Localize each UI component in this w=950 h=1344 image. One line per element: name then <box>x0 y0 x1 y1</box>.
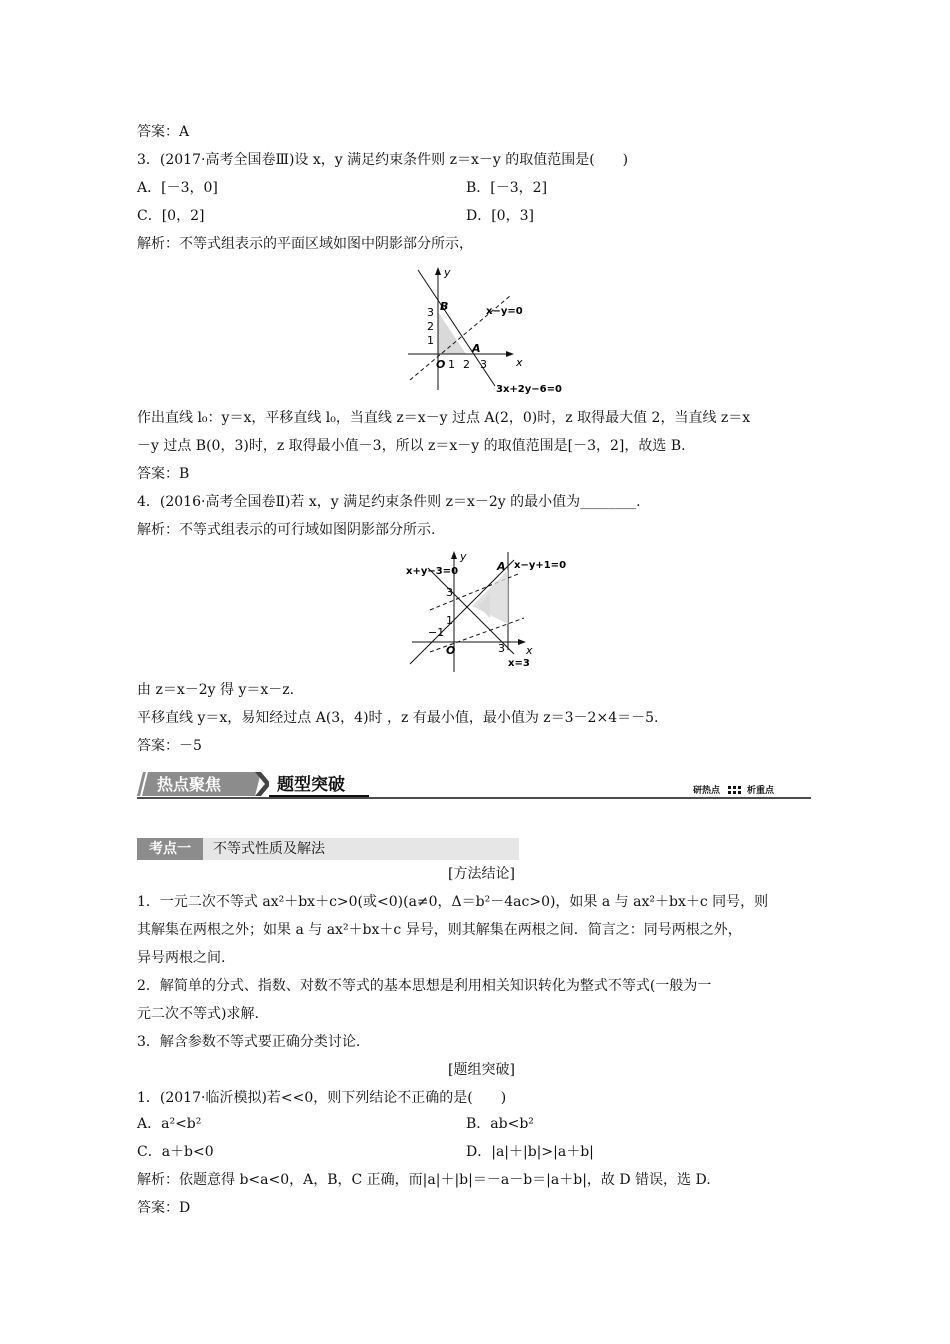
analysis-text: 平移直线 y＝x，易知经过点 A(3，4)时 ，z 有最小值，最小值为 z＝3－2×4＝－5. <box>137 710 659 726</box>
line-label-x-eq-3: x=3 <box>508 658 530 669</box>
paragraph-line: 1．一元二次不等式 ax²＋bx＋c>0(或<0)(a≠0，Δ＝b²－4ac>0)，如果 a 与 ax²＋bx＋c 同号，则 <box>137 894 769 910</box>
banner-dot-3 <box>738 786 741 789</box>
answer-line: 答案：－5 <box>137 738 202 754</box>
option-b: B．[－3，2] <box>466 180 548 196</box>
point-b-label: B <box>440 300 449 313</box>
question-stem: 1．(2017·临沂模拟)若<<0，则下列结论不正确的是( ) <box>137 1090 507 1106</box>
option-d: D．|a|＋|b|>|a＋b| <box>466 1144 594 1160</box>
answer-line: 答案：D <box>137 1200 191 1216</box>
line-label-x-minus-y: x−y+1=0 <box>514 560 567 571</box>
x-axis-arrow <box>518 639 526 645</box>
paragraph-line: 3．解含参数不等式要正确分类讨论. <box>137 1034 361 1050</box>
y-axis-arrow <box>435 267 441 275</box>
paragraph-line: 异号两根之间. <box>137 950 226 966</box>
y-axis-arrow <box>451 551 457 559</box>
section-heading: [题组突破] <box>448 1062 515 1078</box>
figure-feasible-region-1 <box>392 262 572 402</box>
tick-neg1: −1 <box>428 626 445 639</box>
paragraph-line: 2．解简单的分式、指数、对数不等式的基本思想是利用相关知识转化为整式不等式(一般为一 <box>137 978 712 994</box>
point-a-label: A <box>497 560 506 573</box>
option-d: D．[0，3] <box>466 208 534 224</box>
option-a: A．[－3，0] <box>137 180 218 196</box>
analysis-text: 解析：不等式组表示的平面区域如图中阴影部分所示， <box>137 236 473 252</box>
analysis-text: 解析：不等式组表示的可行域如图阴影部分所示. <box>137 522 436 538</box>
x-tick-3: 3 <box>480 358 487 371</box>
topic-label: 考点一 <box>137 838 203 860</box>
x-axis-arrow <box>506 351 514 357</box>
paragraph-line: 元二次不等式)求解. <box>137 1006 259 1022</box>
section-heading: [方法结论] <box>448 866 515 882</box>
option-c: C．a＋b<0 <box>137 1144 214 1160</box>
y-tick-2: 2 <box>427 320 434 333</box>
banner-dot-1 <box>728 786 731 789</box>
banner-tail-1: 研热点 <box>693 786 721 796</box>
banner-dot-5 <box>733 791 736 794</box>
line-label-x-plus-y: x+y−3=0 <box>406 566 459 577</box>
shaded-region <box>438 312 466 354</box>
banner-tail-2: 析重点 <box>747 786 775 796</box>
option-c: C．[0，2] <box>137 208 205 224</box>
y-tick-1: 1 <box>427 334 434 347</box>
x-axis-label: x <box>516 356 523 369</box>
answer-line: 答案：A <box>137 124 190 140</box>
banner-dot-2 <box>733 786 736 789</box>
point-a-label: A <box>472 342 481 355</box>
analysis-text: 由 z＝x－2y 得 y＝x－z. <box>137 682 295 698</box>
y-tick-3: 3 <box>427 306 434 319</box>
y-axis-label: y <box>460 550 467 563</box>
paragraph-line: 其解集在两根之外；如果 a 与 ax²＋bx＋c 异号，则其解集在两根之间．简言之：同号两根之外， <box>137 922 742 938</box>
analysis-text: 作出直线 l₀：y＝x，平移直线 l₀，当直线 z＝x－y 过点 A(2，0)时，z 取得最大值 2，当直线 z＝x <box>137 410 751 426</box>
x-axis-label: x <box>526 644 533 657</box>
y-axis-label: y <box>444 266 451 279</box>
question-stem: 3．(2017·高考全国卷Ⅲ)设 x，y 满足约束条件则 z＝x－y 的取值范围是( ) <box>137 152 629 168</box>
tick-3-y: 3 <box>446 586 453 599</box>
x-tick-2: 2 <box>463 358 470 371</box>
section-banner <box>137 770 811 800</box>
origin-label: O <box>446 644 456 657</box>
banner-dot-4 <box>728 791 731 794</box>
banner-left-text: 热点聚焦 <box>157 775 222 794</box>
line-label-x-y: x−y=0 <box>486 306 523 317</box>
answer-line: 答案：B <box>137 466 190 482</box>
origin-label: O <box>436 358 446 371</box>
topic-bar <box>137 838 519 860</box>
tick-1-y: 1 <box>446 614 453 627</box>
line-label-3x2y: 3x+2y−6=0 <box>496 384 562 395</box>
analysis-text: －y 过点 B(0，3)时，z 取得最小值－3，所以 z＝x－y 的取值范围是[－3，2]，故选 B. <box>137 438 686 454</box>
figure-feasible-region-2 <box>400 548 580 676</box>
analysis-text: 解析：依题意得 b<a<0，A，B，C 正确，而|a|＋|b|＝－a－b＝|a＋b|，故 D 错误，选 D. <box>137 1172 711 1188</box>
x-tick-1: 1 <box>448 358 455 371</box>
topic-title: 不等式性质及解法 <box>213 841 325 857</box>
tick-3-x: 3 <box>498 642 505 655</box>
banner-dot-6 <box>738 791 741 794</box>
question-stem: 4．(2016·高考全国卷Ⅱ)若 x，y 满足约束条件则 z＝x－2y 的最小值为________. <box>137 494 641 510</box>
option-b: B．ab<b² <box>466 1116 534 1132</box>
option-a: A．a²<b² <box>137 1116 202 1132</box>
banner-right-text: 题型突破 <box>277 775 345 795</box>
